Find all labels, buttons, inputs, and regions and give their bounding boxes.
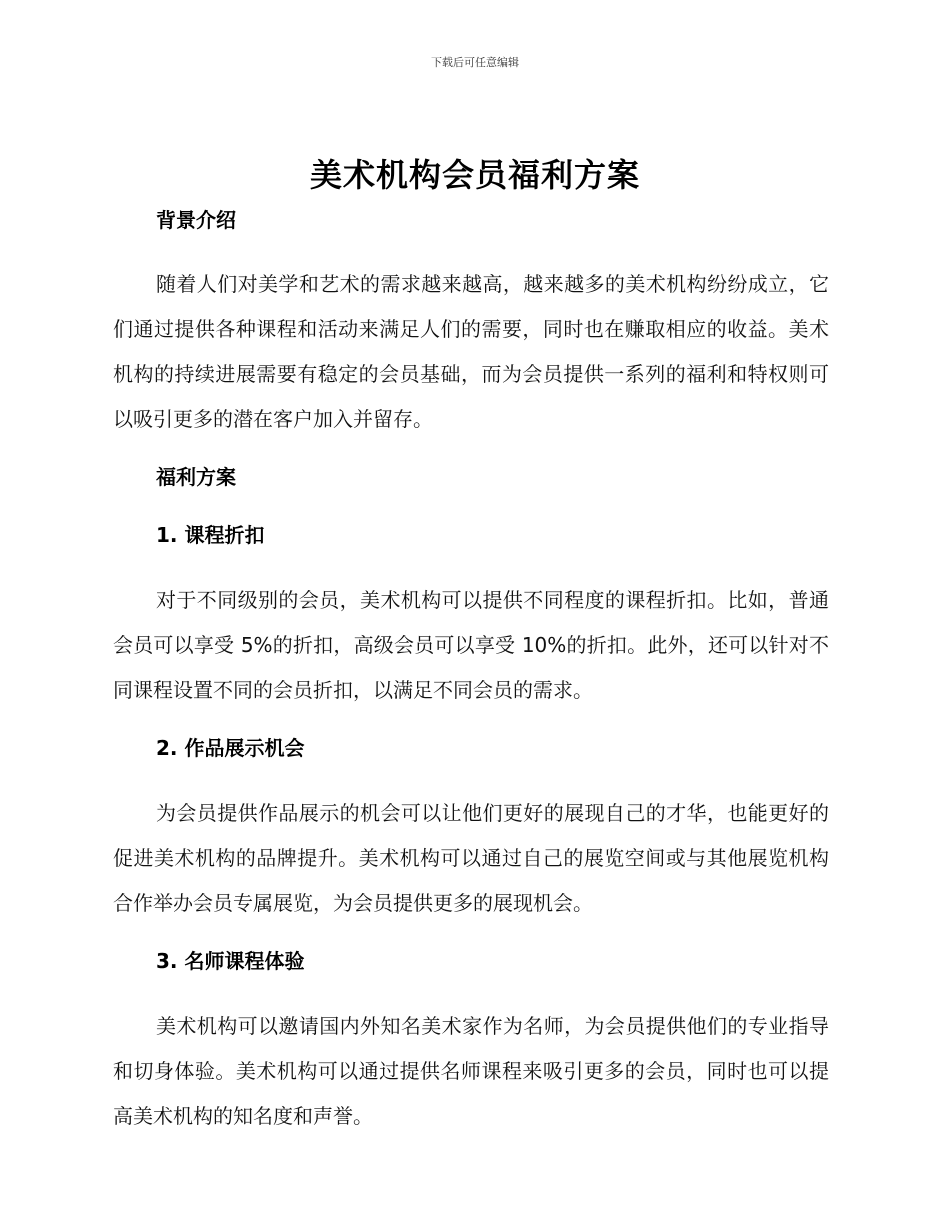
header-note: 下载后可任意编辑 [431,56,519,69]
document-body [113,205,829,1139]
section-heading-master-class: 3. 名师课程体验 [156,949,305,973]
document-title: 美术机构会员福利方案 [309,156,640,194]
paragraph-exhibition: 为会员提供作品展示的机会可以让他们更好的展现自己的才华，也能更好的促进美术机构的品牌提升。美术机构可以通过自己的展览空间或与其他展览机构合作举办会员专属展览，为会员提供更多的展现机会。 [113,801,829,915]
section-heading-plan: 福利方案 [156,465,236,489]
paragraph-master-class: 美术机构可以邀请国内外知名美术家作为名师，为会员提供他们的专业指导和切身体验。美术机构可以通过提供名师课程来吸引更多的会员，同时也可以提高美术机构的知名度和声誉。 [113,1014,829,1128]
paragraph-background: 随着人们对美学和艺术的需求越来越高，越来越多的美术机构纷纷成立，它们通过提供各种课程和活动来满足人们的需要，同时也在赚取相应的收益。美术机构的持续进展需要有稳定的会员基础，而为会员提供一系列的福利和特权则可以吸引更多的潜在客户加入并留存。 [113,272,829,431]
section-heading-background: 背景介绍 [156,208,236,232]
paragraph-course-discount: 对于不同级别的会员，美术机构可以提供不同程度的课程折扣。比如，普通会员可以享受 5%的折扣，高级会员可以享受 10%的折扣。此外，还可以针对不同课程设置不同的会员折扣，以满足不同会员的需求。 [113,588,829,702]
section-heading-exhibition: 2. 作品展示机会 [156,736,305,760]
section-heading-course-discount: 1. 课程折扣 [156,523,265,547]
